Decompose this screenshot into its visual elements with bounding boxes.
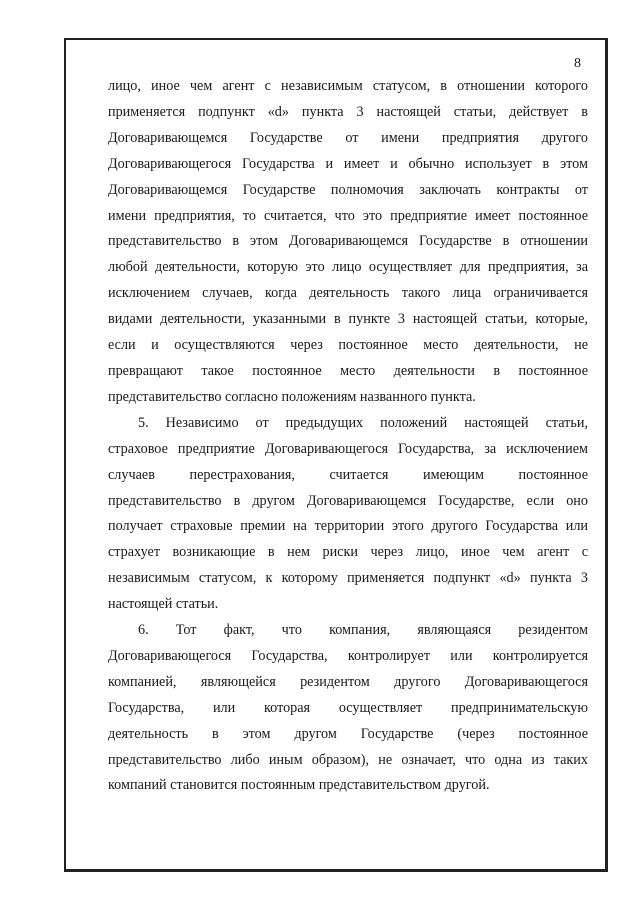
text-line: представительство согласно положениям названного пункта. [108, 388, 476, 405]
text-line: имени предприятия, то считается, что это предприятие имеет постоянное [108, 207, 588, 224]
text-line: если и осуществляются через постоянное место деятельности, не [108, 337, 588, 354]
text-line: Договаривающемся Государстве полномочия заключать контракты от [108, 181, 588, 198]
text-line: страховое предприятие Договаривающегося Государства, за исключением [108, 440, 588, 457]
text-line: видами деятельности, указанными в пункте 3 настоящей статьи, которые, [108, 311, 588, 328]
text-line: компанией, являющейся резидентом другого Договаривающегося [108, 673, 588, 690]
text-line: получает страховые премии на территории этого другого Государства или [108, 518, 588, 535]
text-line: страхует возникающие в нем риски через лицо, иное чем агент с [108, 544, 588, 561]
text-line: превращают такое постоянное место деятельности в постоянное [108, 362, 588, 379]
text-line: случаев перестрахования, считается имеющим постоянное [108, 466, 588, 483]
text-line: настоящей статьи. [108, 596, 219, 613]
text-line: представительство в другом Договаривающемся Государстве, если оно [108, 492, 588, 509]
text-line: Договаривающегося Государства, контролирует или контролируется [108, 647, 588, 664]
page-number: 8 [574, 56, 581, 71]
text-line: Государства, или которая осуществляет предпринимательскую [108, 699, 588, 716]
text-line: деятельность в этом другом Государстве (через постоянное [108, 725, 588, 742]
text-line: 5. Независимо от предыдущих положений настоящей статьи, [138, 414, 588, 431]
text-line: любой деятельности, которую это лицо осуществляет для предприятия, за [108, 259, 588, 276]
document-body [108, 74, 588, 799]
text-line: лицо, иное чем агент с независимым статусом, в отношении которого [108, 78, 588, 94]
text-line: 6. Тот факт, что компания, являющаяся резидентом [138, 622, 588, 639]
text-line: представительство в этом Договаривающемся Государстве в отношении [108, 233, 588, 250]
text-line: Договаривающегося Государства и имеет и обычно использует в этом [108, 155, 588, 172]
text-line: представительство либо иным образом), не означает, что одна из таких [108, 751, 588, 768]
text-line: применяется подпункт «d» пункта 3 настоящей статьи, действует в [108, 103, 588, 120]
text-line: компаний становится постоянным представительством другой. [108, 777, 490, 794]
text-line: независимым статусом, к которому применяется подпункт «d» пункта 3 [108, 570, 588, 587]
text-line: исключением случаев, когда деятельность такого лица ограничивается [108, 285, 588, 302]
text-line: Договаривающемся Государстве от имени предприятия другого [108, 129, 588, 146]
